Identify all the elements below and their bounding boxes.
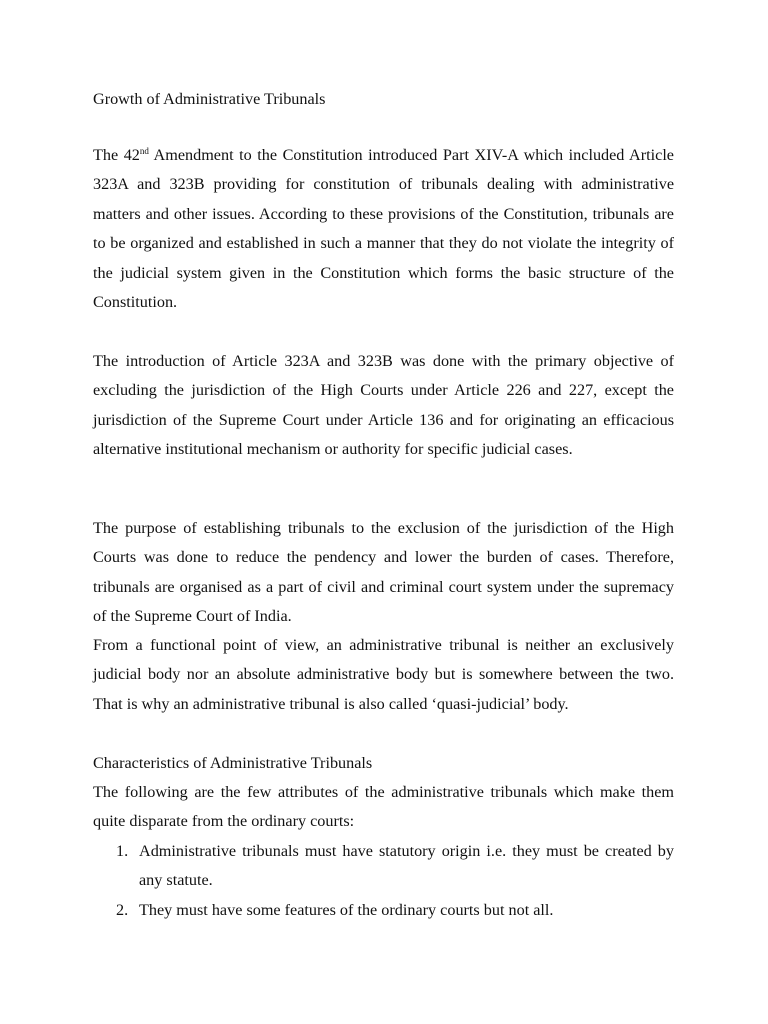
paragraph-attributes-intro: The following are the few attributes of the administrative tribunals which make them quite disparate from the ordinary courts:: [93, 783, 674, 831]
paragraph-purpose: The purpose of establishing tribunals to the exclusion of the jurisdiction of the High Courts was done to reduce the pendency and lower the burden of cases. Therefore, tribunals are organised as a part of civil and criminal court system under the supremacy of the Supreme Court of India.: [93, 519, 674, 626]
document-title: Growth of Administrative Tribunals: [93, 90, 326, 108]
list-item-text: They must have some features of the ordinary courts but not all.: [139, 900, 554, 919]
characteristics-list: [93, 837, 674, 925]
ordinal-suffix: nd: [139, 146, 149, 156]
list-item-text: Administrative tribunals must have statutory origin i.e. they must be created by any statute.: [139, 842, 674, 890]
paragraph-rest: Amendment to the Constitution introduced Part XIV-A which included Article 323A and 323B providing for constitution of tribunals dealing with administrative matters and other issues. According to these provisions of the Constitution, tribunals are to be organized and established in such a manner that they do not violate the integrity of the judicial system given in the Constitution which forms the basic structure of the Constitution.: [93, 146, 674, 312]
section-heading-characteristics: Characteristics of Administrative Tribunals: [93, 754, 373, 772]
list-item-number: 1.: [116, 842, 129, 860]
list-item: [93, 837, 674, 896]
list-item-number: 2.: [116, 900, 129, 919]
list-item: [93, 896, 674, 925]
paragraph-article-323: The introduction of Article 323A and 323B was done with the primary objective of excluding the jurisdiction of the High Courts under Article 226 and 227, except the jurisdiction of the Supreme Court under Article 136 and for originating an efficacious alternative institutional mechanism or authority for specific judicial cases.: [93, 352, 674, 459]
paragraph-42nd-amendment: [93, 141, 674, 317]
paragraph-lead: The 42: [93, 146, 140, 164]
paragraph-functional-view: From a functional point of view, an administrative tribunal is neither an exclusively judicial body nor an absolute administrative body but is somewhere between the two. That is why an administrative tribunal is also called ‘quasi-judicial’ body.: [93, 636, 674, 713]
